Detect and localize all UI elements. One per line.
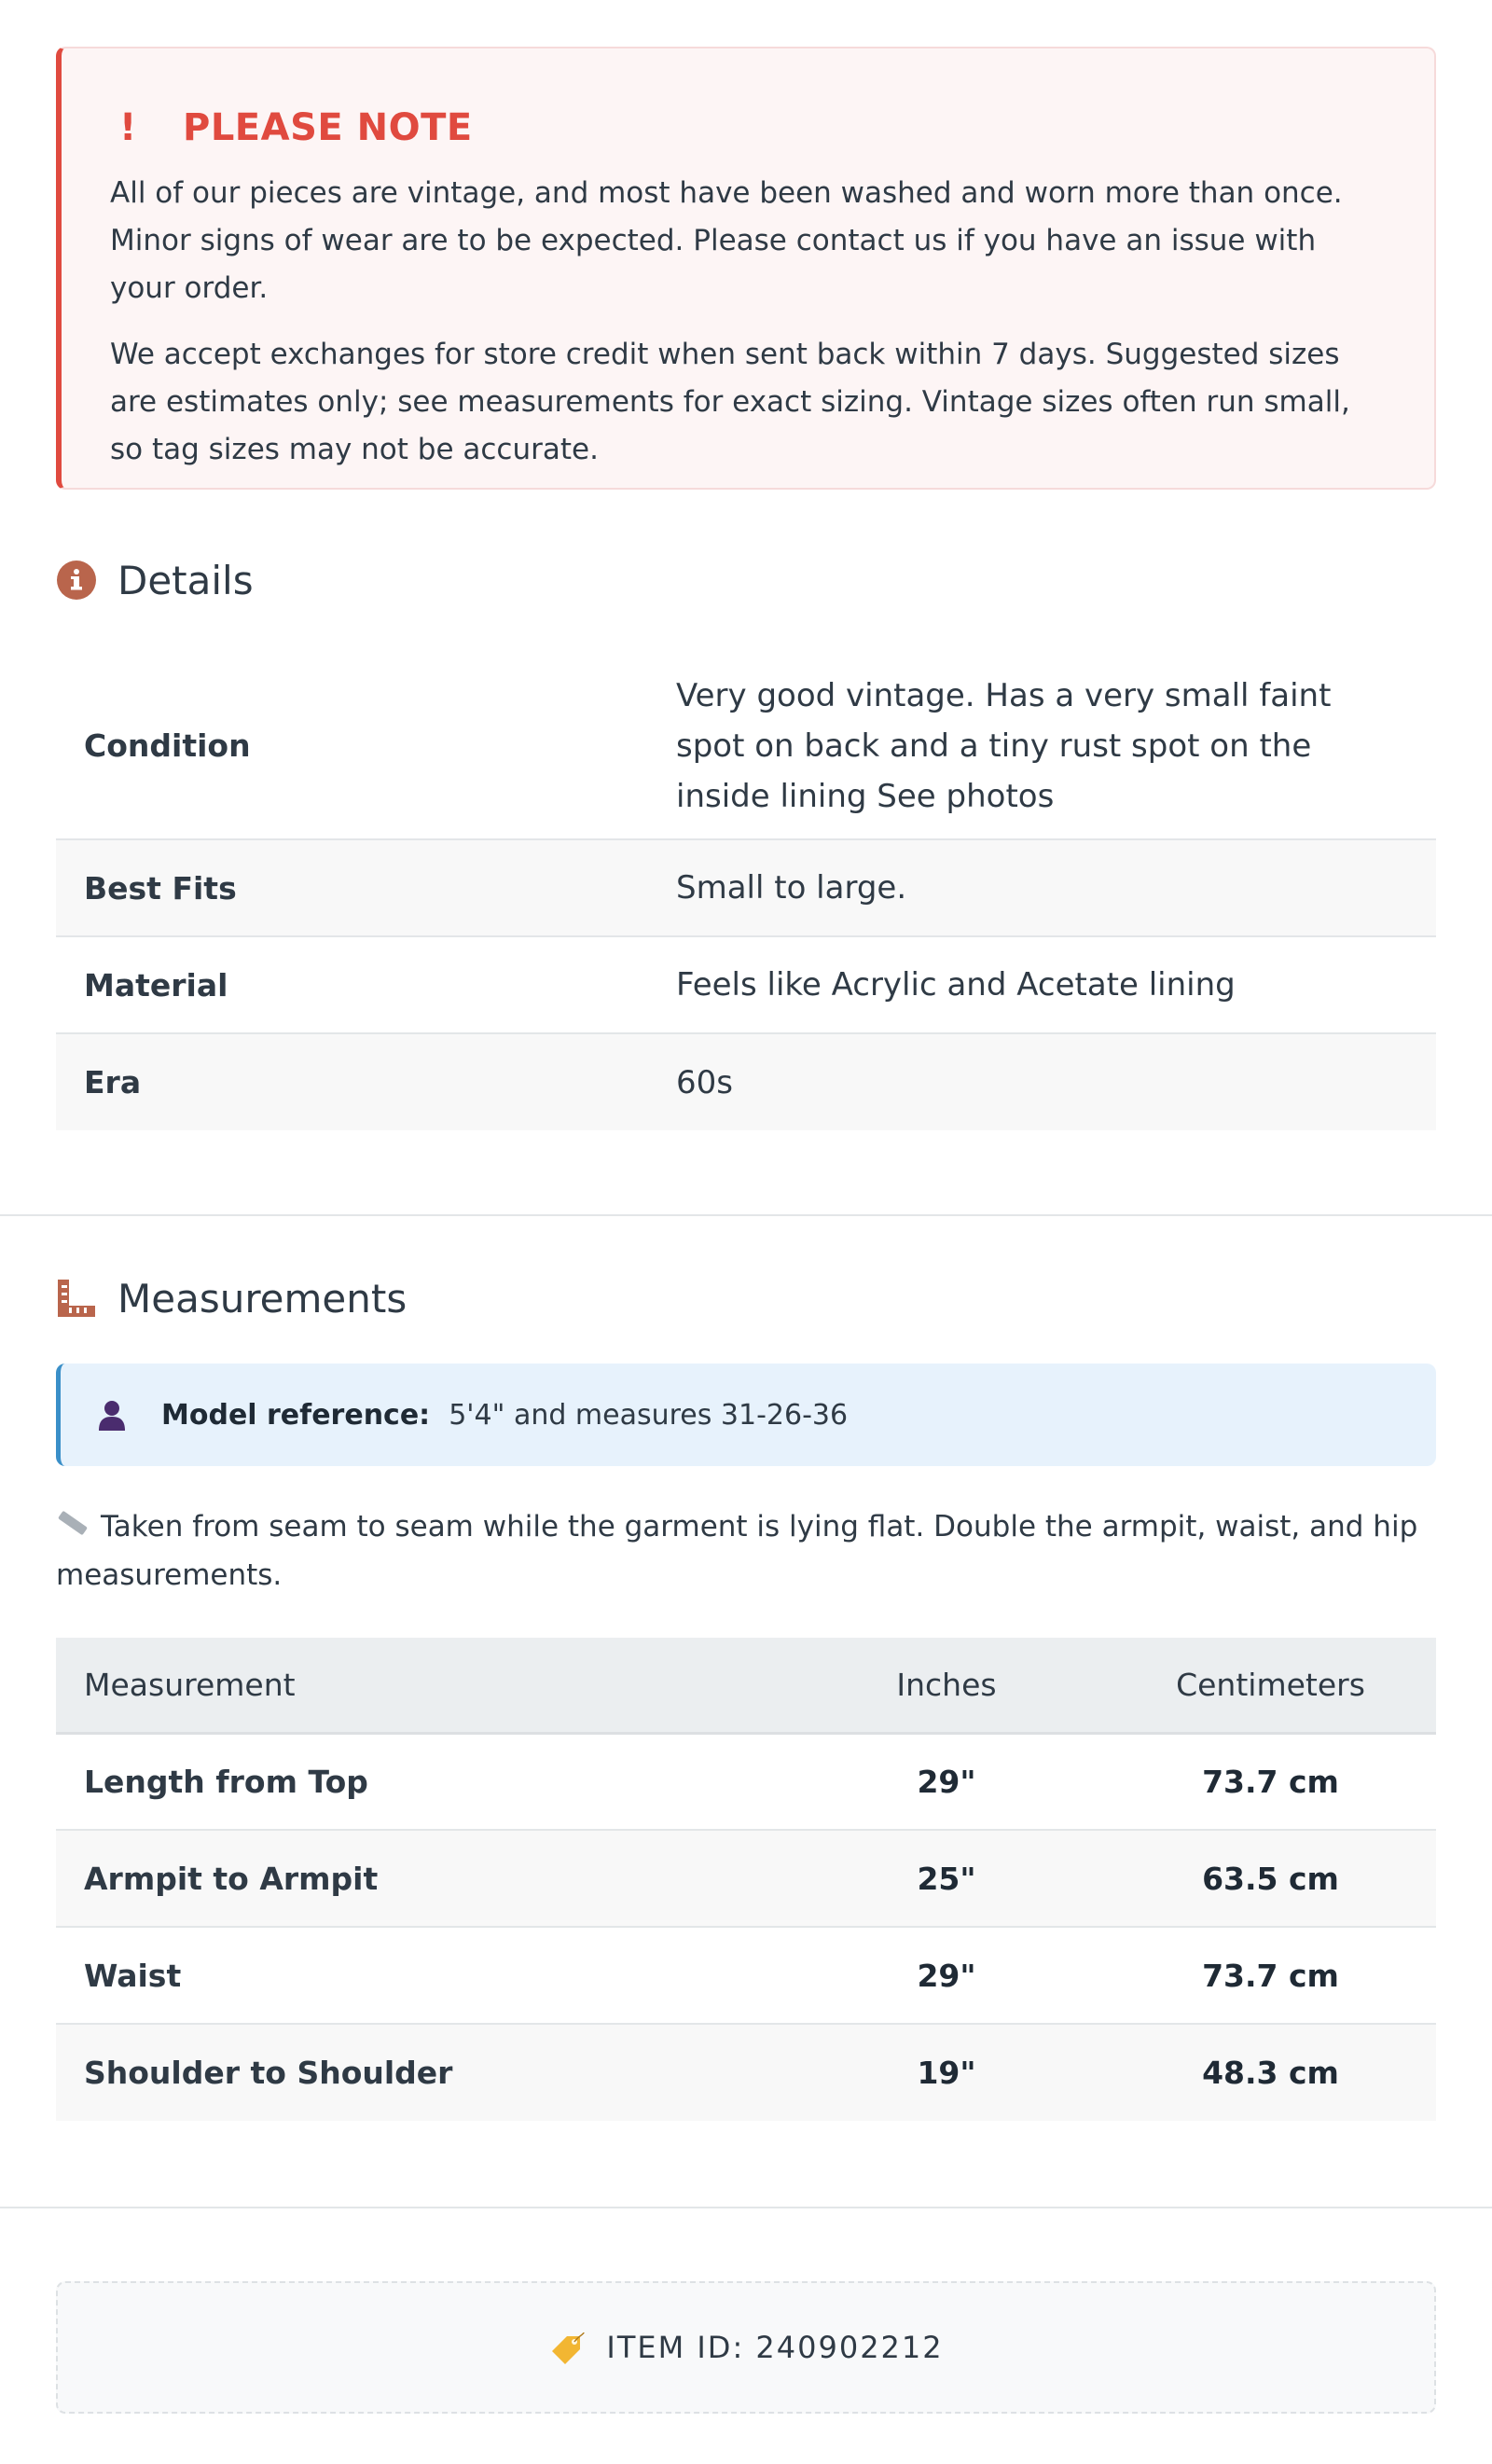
table-row bbox=[56, 1927, 1436, 2024]
table-header-row bbox=[56, 1638, 1436, 1733]
table-row bbox=[56, 839, 1436, 936]
detail-label: Era bbox=[84, 1064, 142, 1100]
ruler-icon bbox=[56, 1278, 117, 1319]
straight-ruler-icon bbox=[56, 1504, 90, 1552]
model-reference-value: 5'4" and measures 31-26-36 bbox=[449, 1398, 849, 1432]
model-reference-label: Model reference: bbox=[161, 1398, 431, 1432]
details-title: Details bbox=[117, 557, 254, 603]
model-reference-box bbox=[56, 1364, 1436, 1466]
measurement-note-text: Taken from seam to seam while the garment is lying flat. Double the armpit, waist, and hip measurements. bbox=[56, 1510, 1418, 1592]
info-icon bbox=[56, 560, 117, 601]
exclamation-icon: ! bbox=[119, 106, 137, 149]
measurements-table-wrap bbox=[56, 1638, 1436, 2121]
detail-value: Feels like Acrylic and Acetate lining bbox=[676, 966, 1236, 1004]
measurement-inches: 19" bbox=[788, 2024, 1105, 2121]
measurement-name: Armpit to Armpit bbox=[56, 1830, 788, 1927]
detail-label: Condition bbox=[84, 727, 251, 764]
table-row bbox=[56, 1733, 1436, 1830]
table-row bbox=[56, 2024, 1436, 2121]
measurements-heading bbox=[56, 1270, 1436, 1326]
table-row bbox=[56, 936, 1436, 1033]
table-row bbox=[56, 1033, 1436, 1130]
section-divider bbox=[0, 2207, 1492, 2208]
measurement-note bbox=[56, 1503, 1436, 1599]
measurement-cm: 63.5 cm bbox=[1105, 1830, 1436, 1927]
table-row bbox=[56, 1830, 1436, 1927]
measurement-name: Length from Top bbox=[56, 1733, 788, 1830]
detail-label: Best Fits bbox=[84, 869, 237, 907]
detail-value: 60s bbox=[676, 1063, 733, 1101]
measurement-cm: 48.3 cm bbox=[1105, 2024, 1436, 2121]
measurement-inches: 25" bbox=[788, 1830, 1105, 1927]
item-id-box bbox=[56, 2281, 1436, 2414]
notice-paragraph: We accept exchanges for store credit when sent back within 7 days. Suggested sizes are estimates only; see measurements for exact sizing. Vintage sizes often run small, so tag sizes may not be accurate. bbox=[110, 338, 1350, 466]
tag-icon bbox=[548, 2331, 586, 2364]
measurement-cm: 73.7 cm bbox=[1105, 1733, 1436, 1830]
measurement-inches: 29" bbox=[788, 1927, 1105, 2024]
measurement-name: Shoulder to Shoulder bbox=[56, 2024, 788, 2121]
measurement-inches: 29" bbox=[788, 1733, 1105, 1830]
measurements-table bbox=[56, 1638, 1436, 2121]
detail-value: Very good vintage. Has a very small faint spot on back and a tiny rust spot on the inside lining See photos bbox=[676, 676, 1332, 815]
details-table bbox=[56, 653, 1436, 1130]
notice-title: PLEASE NOTE bbox=[183, 106, 473, 149]
detail-value: Small to large. bbox=[676, 869, 907, 907]
measurement-cm: 73.7 cm bbox=[1105, 1927, 1436, 2024]
detail-label: Material bbox=[84, 966, 228, 1004]
notice-header bbox=[110, 104, 1388, 151]
details-table-wrap bbox=[56, 653, 1436, 1130]
column-header-inches: Inches bbox=[788, 1638, 1105, 1733]
notice-paragraph: All of our pieces are vintage, and most have been washed and worn more than once. Minor signs of wear are to be expected. Please contact us if you have an issue with your order. bbox=[110, 176, 1343, 305]
section-divider bbox=[0, 1214, 1492, 1216]
item-id-label: ITEM ID: 240902212 bbox=[606, 2330, 944, 2365]
measurements-title: Measurements bbox=[117, 1275, 408, 1322]
details-heading bbox=[56, 552, 1436, 608]
person-icon bbox=[96, 1399, 161, 1431]
measurement-name: Waist bbox=[56, 1927, 788, 2024]
column-header-centimeters: Centimeters bbox=[1105, 1638, 1436, 1733]
notice-box bbox=[56, 47, 1436, 490]
table-row bbox=[56, 653, 1436, 839]
column-header-measurement: Measurement bbox=[56, 1638, 788, 1733]
